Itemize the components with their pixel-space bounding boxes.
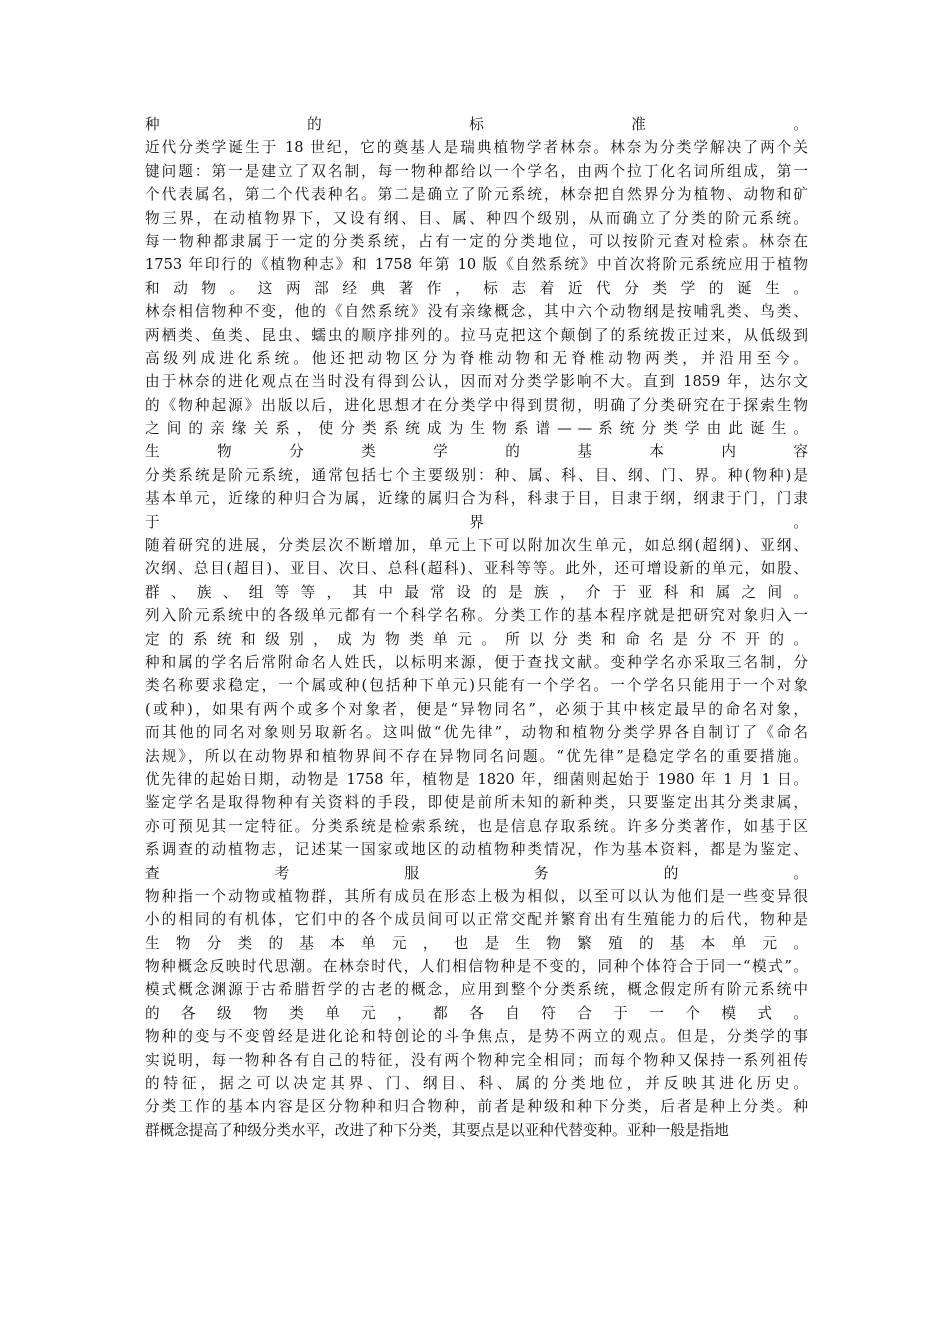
- text-line: 优先律的起始日期，动物是 1758 年，植物是 1820 年，细菌则起始于 1980 年 1 月 1 日。: [145, 770, 808, 788]
- text-line: 基本单元，近缘的种归合为属，近缘的属归合为科，科隶于目，目隶于纲，纲隶于门，门隶: [145, 490, 808, 508]
- text-line: 于 界 。: [145, 513, 808, 531]
- text-line: 类名称要求稳定，一个属或种(包括种下单元)只能有一个学名。一个学名只能用于一个对象: [145, 677, 808, 695]
- text-line: 次纲、总目(超目)、亚目、次日、总科(超科)、亚科等等。此外，还可增设新的单元，如股、: [145, 560, 808, 578]
- text-line: 由于林奈的进化观点在当时没有得到公认，因而对分类学影响不大。直到 1859 年，达尔文: [145, 373, 808, 391]
- text-line: 定 的 系 统 和 级 别 ， 成 为 物 类 单 元 。 所 以 分 类 和 命 名 是 分 不 开 的 。: [145, 630, 808, 648]
- text-line: 的 各 级 物 类 单 元 ， 都 各 自 符 合 于 一 个 模 式 。: [145, 1004, 808, 1022]
- document-body: [145, 113, 808, 1142]
- text-line: 的《物种起源》出版以后，进化思想才在分类学中得到贯彻，明确了分类研究在于探索生物: [145, 396, 808, 414]
- text-line: 而其他的同名对象则另取新名。这叫做“优先律”，动物和植物分类学界各自制订了《命名: [145, 724, 808, 742]
- text-line: 物三界，在动植物界下，又设有纲、目、属、种四个级别，从而确立了分类的阶元系统。: [145, 209, 808, 227]
- text-line: 查 考 服 务 的 。: [145, 864, 808, 882]
- text-line: (或种)，如果有两个或多个对象者，便是“异物同名”，必须于其中核定最早的命名对象，: [145, 700, 808, 718]
- text-line: 系调查的动植物志，记述某一国家或地区的动植物种类情况，作为基本资料，都是为鉴定、: [145, 841, 808, 859]
- text-line: 鉴定学名是取得物种有关资料的手段，即使是前所未知的新种类，只要鉴定出其分类隶属，: [145, 794, 808, 812]
- text-line: 每一物种都隶属于一定的分类系统，占有一定的分类地位，可以按阶元查对检索。林奈在: [145, 232, 808, 250]
- text-line: 种 的 标 准 。: [145, 116, 808, 133]
- text-line: 两栖类、鱼类、昆虫、蠕虫的顺序排列的。拉马克把这个颠倒了的系统拨正过来，从低级到: [145, 326, 808, 344]
- text-line: 物种指一个动物或植物群，其所有成员在形态上极为相似，以至可以认为他们是一些变异很: [145, 887, 808, 905]
- text-line: 1753 年印行的《植物种志》和 1758 年第 10 版《自然系统》中首次将阶元系统应用于植物: [145, 256, 808, 274]
- text-line: 键问题：第一是建立了双名制，每一物种都给以一个学名，由两个拉丁化名词所组成，第一: [145, 162, 808, 180]
- text-line: 群概念提高了种级分类水平，改进了种下分类，其要点是以亚种代替变种。亚种一般是指地: [145, 1121, 729, 1139]
- text-line: 列入阶元系统中的各级单元都有一个科学名称。分类工作的基本程序就是把研究对象归入一: [145, 607, 808, 625]
- text-line: 法规》，所以在动物界和植物界间不存在异物同名问题。“优先律”是稳定学名的重要措施。: [145, 747, 808, 765]
- text-line: 小的相同的有机体，它们中的各个成员间可以正常交配并繁育出有生殖能力的后代，物种是: [145, 911, 808, 929]
- text-line: 近代分类学诞生于 18 世纪，它的奠基人是瑞典植物学者林奈。林奈为分类学解决了两个关: [145, 139, 808, 157]
- text-line: 高级列成进化系统。他还把动物区分为脊椎动物和无脊椎动物两类，并沿用至今。: [145, 349, 808, 367]
- text-line: 物种概念反映时代思潮。在林奈时代，人们相信物种是不变的，同种个体符合于同一“模式”。: [145, 958, 808, 976]
- text-line: 的特征，据之可以决定其界、门、纲目、科、属的分类地位，并反映其进化历史。: [145, 1075, 808, 1093]
- text-line: 林奈相信物种不变，他的《自然系统》没有亲缘概念，其中六个动物纲是按哺乳类、鸟类、: [145, 303, 808, 321]
- text-line: 生 物 分 类 的 基 本 单 元 ， 也 是 生 物 繁 殖 的 基 本 单 元 。: [145, 934, 808, 952]
- text-line: 之 间 的 亲 缘 关 系 ， 使 分 类 系 统 成 为 生 物 系 谱 — — 系 统 分 类 学 由 此 诞 生 。: [145, 420, 808, 438]
- text-line: 分类系统是阶元系统，通常包括七个主要级别：种、属、科、目、纲、门、界。种(物种)是: [145, 466, 808, 484]
- text-line: 实说明，每一物种各有自己的特征，没有两个物种完全相同；而每个物种又保持一系列祖传: [145, 1051, 808, 1069]
- section-heading: 生 物 分 类 学 的 基 本 内 容: [145, 443, 808, 461]
- text-line: 物种的变与不变曾经是进化论和特创论的斗争焦点，是势不两立的观点。但是，分类学的事: [145, 1028, 808, 1046]
- text-line: 亦可预见其一定特征。分类系统是检索系统，也是信息存取系统。许多分类著作，如基于区: [145, 817, 808, 835]
- text-line: 和 动 物 。 这 两 部 经 典 著 作 ， 标 志 着 近 代 分 类 学 的 诞 生 。: [145, 279, 808, 297]
- text-line: 模式概念渊源于古希腊哲学的古老的概念，应用到整个分类系统，概念假定所有阶元系统中: [145, 981, 808, 999]
- text-line: 群 、 族 、 组 等 等 ， 其 中 最 常 设 的 是 族 ， 介 于 亚 科 和 属 之 间 。: [145, 583, 808, 601]
- text-line: 分类工作的基本内容是区分物种和归合物种，前者是种级和种下分类，后者是种上分类。种: [145, 1098, 808, 1116]
- text-line: 种和属的学名后常附命名人姓氏，以标明来源，便于查找文献。变种学名亦采取三名制，分: [145, 653, 808, 671]
- text-line: 个代表属名，第二个代表种名。第二是确立了阶元系统，林奈把自然界分为植物、动物和矿: [145, 186, 808, 204]
- text-line: 随着研究的进展，分类层次不断增加，单元上下可以附加次生单元，如总纲(超纲)、亚纲、: [145, 537, 808, 555]
